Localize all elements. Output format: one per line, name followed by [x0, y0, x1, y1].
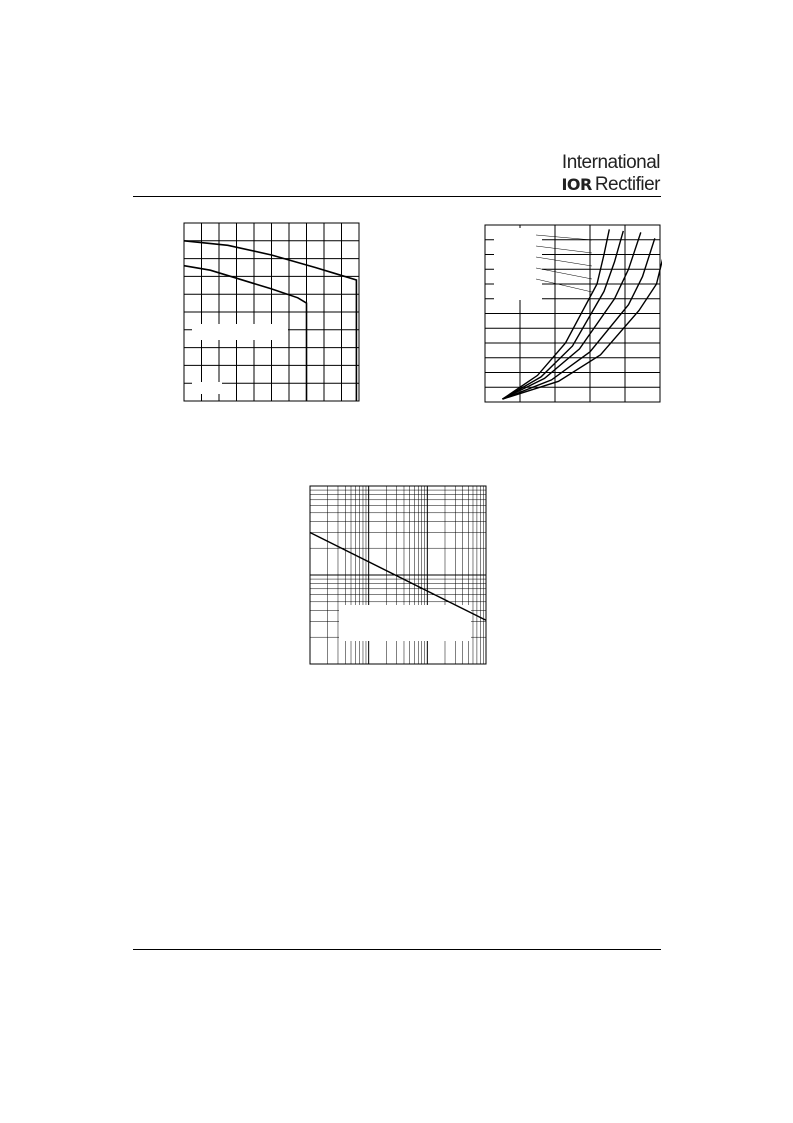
ior-logo: IOR: [561, 175, 592, 194]
footer-rule: [133, 949, 661, 950]
brand-line1: International: [561, 152, 660, 173]
legend-box: [339, 605, 471, 641]
chart-2: [484, 224, 662, 404]
legend-leader: [536, 279, 592, 292]
header-rule: [133, 196, 661, 197]
legend-box: [192, 382, 222, 394]
series-line-1: [184, 241, 356, 401]
brand-line2: [561, 174, 660, 196]
brand-line2-text: Rectifier: [594, 174, 660, 195]
legend-leader: [536, 246, 592, 253]
legend-box: [192, 324, 288, 340]
chart-1: [183, 222, 361, 404]
legend-leader: [536, 257, 592, 266]
legend-box: [494, 228, 542, 300]
chart-3: [309, 485, 487, 666]
brand-logo: [561, 152, 660, 196]
